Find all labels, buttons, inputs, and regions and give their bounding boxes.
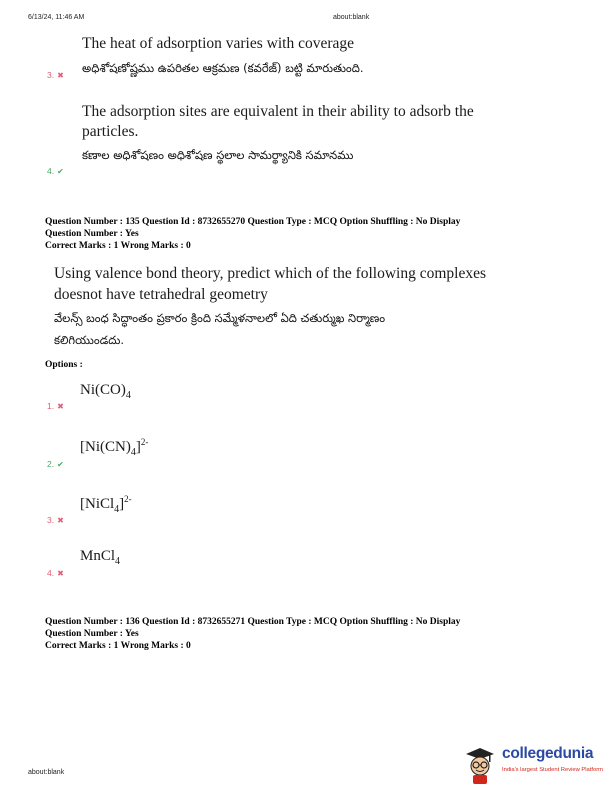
print-url: about:blank [333,14,370,21]
option-4-english-line2: particles. [82,123,139,140]
cross-mark-icon: ✖ [57,71,64,80]
question-meta-line: Correct Marks : 1 Wrong Marks : 0 [45,241,191,251]
option-3-number: 3. ✖ [47,70,64,80]
option-3-number: 3. ✖ [47,515,64,525]
question-meta-line: Question Number : Yes [45,629,139,639]
option-3-formula: [NiCl$_4$]$^{2-}$ [80,494,132,515]
option-4-english-line1: The adsorption sites are equivalent in their ability to adsorb the [82,103,474,120]
option-2-formula: $[Ni(CN)_4]^{2-}$ [80,437,149,458]
question-135-english-line1: Using valence bond theory, predict which of the following complexes [54,265,487,282]
check-mark-icon: ✔ [57,167,64,176]
option-2-number: 2. ✔ [47,459,64,469]
question-meta-136 [45,616,460,652]
question-meta-line: Question Number : Yes [45,229,139,239]
option-4-formula: MnCl$_4$ [80,548,121,567]
option-4-number-q135: 4. ✖ [47,568,64,578]
question-meta-line: Question Number : 135 Question Id : 8732655270 Question Type : MCQ Option Shuffling : No Display [45,217,461,227]
question-135-english-line2: doesnot have tetrahedral geometry [54,286,268,303]
option-4-telugu: కణాల అధిశోషణం అధిశోషణ స్థలాల సామర్థ్యానికి సమానము [82,148,354,162]
option-1-formula: $Ni(CO)_4$ [80,382,131,401]
print-datetime: 6/13/24, 11:46 AM [28,14,85,21]
question-meta-135 [45,216,460,252]
collegedunia-logo [462,741,612,789]
print-footer-url: about:blank [28,769,65,776]
question-135-telugu-line1: వేలన్స్ బంధ సిద్ధాంతం ప్రకారం క్రింది సమ్మేళనాలలో ఏది చతుర్ముఖ నిర్మాణం [54,311,386,325]
question-135-telugu-line2: కలిగియుండదు. [54,333,124,347]
graduate-mascot-icon [462,745,498,785]
cross-mark-icon: ✖ [57,402,64,411]
option-4-number: 4. ✔ [47,166,64,176]
logo-name: collegedunia [502,745,594,762]
option-1-number: 1. ✖ [47,401,64,411]
options-label: Options : [45,360,83,370]
option-3-telugu: అధిశోషణోష్ణము ఉపరితల ఆక్రమణ (కవరేజ్) బట్టి మారుతుంది. [82,61,364,75]
logo-tagline: India's largest Student Review Platform [502,767,603,773]
question-meta-line: Correct Marks : 1 Wrong Marks : 0 [45,641,191,651]
check-mark-icon: ✔ [57,460,64,469]
cross-mark-icon: ✖ [57,569,64,578]
option-3-english: The heat of adsorption varies with coverage [82,35,355,52]
cross-mark-icon: ✖ [57,516,64,525]
question-meta-line: Question Number : 136 Question Id : 8732655271 Question Type : MCQ Option Shuffling : No Display [45,617,461,627]
